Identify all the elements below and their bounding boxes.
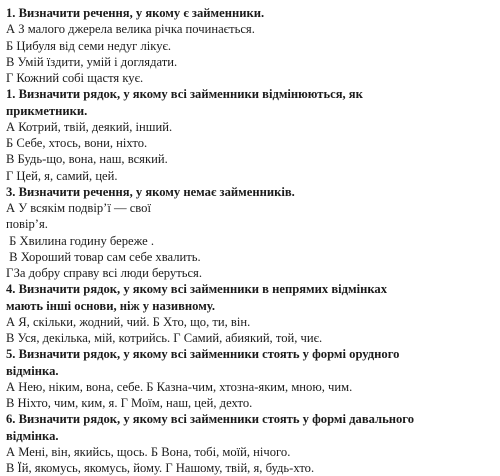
question-1-option-h: Г Кожний собі щастя кує. <box>6 71 144 85</box>
question-2-text-line-2: прикметники. <box>6 103 88 118</box>
question-5-text-line-2: відмінка. <box>6 363 59 378</box>
question-5-options-v-h: В Ніхто, чим, ким, я. Г Моїм, наш, цей, дехто. <box>6 396 253 410</box>
question-3-option-h: ГЗа добру справу всі люди беруться. <box>6 266 203 280</box>
question-1-text: 1. Визначити речення, у якому є займенники. <box>6 6 265 20</box>
question-3-block <box>6 184 498 282</box>
question-6-text-line-2: відмінка. <box>6 428 59 443</box>
question-6-options-a-b: А Мені, він, якийсь, щось. Б Вона, тобі, моїй, нічого. <box>6 444 291 459</box>
question-6-options-v-h: В Їй, якомусь, якомусь, йому. Г Нашому, твій, я, будь-хто. <box>6 461 315 475</box>
question-2-option-v: В Будь-що, вона, наш, всякий. <box>6 152 168 167</box>
question-3-option-a: А У всякім подвір’ї — свої <box>6 201 151 215</box>
question-3-option-v: В Хороший товар сам себе хвалить. <box>6 249 201 264</box>
question-4-block <box>6 281 498 346</box>
question-6-text-line-1: 6. Визначити рядок, у якому всі займенники стоять у формі давального <box>6 412 415 427</box>
question-3-option-a-continued: повір’я. <box>6 217 48 232</box>
question-2-option-b: Б Себе, хтось, вони, ніхто. <box>6 136 148 150</box>
question-5-block <box>6 346 498 411</box>
question-3-option-b: Б Хвилина годину береже . <box>6 233 155 248</box>
question-4-options-a-b: А Я, скільки, жодний, чий. Б Хто, що, ти, він. <box>6 314 251 329</box>
question-4-options-v-h: В Уся, декілька, мій, котрийсь. Г Самий, абиякий, той, чиє. <box>6 331 323 345</box>
question-6-block <box>6 411 498 476</box>
worksheet <box>6 5 498 476</box>
question-2-option-a: А Котрий, твій, деякий, інший. <box>6 119 173 134</box>
question-2-block <box>6 86 498 184</box>
question-4-text-line-1: 4. Визначити рядок, у якому всі займенники в непрямих відмінках <box>6 282 387 297</box>
question-2-text-line-1: 1. Визначити рядок, у якому всі займенники відмінюються, як <box>6 87 363 102</box>
question-1-block <box>6 5 498 86</box>
question-4-text-line-2: мають інші основи, ніж у називному. <box>6 298 215 313</box>
question-1-option-v: В Умій їздити, умій і доглядати. <box>6 54 178 69</box>
question-3-text: 3. Визначити речення, у якому немає займенників. <box>6 184 295 199</box>
question-5-text-line-1: 5. Визначити рядок, у якому всі займенники стоять у формі орудного <box>6 347 400 362</box>
question-2-option-h: Г Цей, я, самий, цей. <box>6 168 118 183</box>
question-5-options-a-b: А Нею, ніким, вона, себе. Б Казна-чим, хтозна-яким, мною, чим. <box>6 379 353 394</box>
question-1-option-a: А З малого джерела велика річка починається. <box>6 22 255 37</box>
question-1-option-b: Б Цибуля від семи недуг лікує. <box>6 38 172 53</box>
